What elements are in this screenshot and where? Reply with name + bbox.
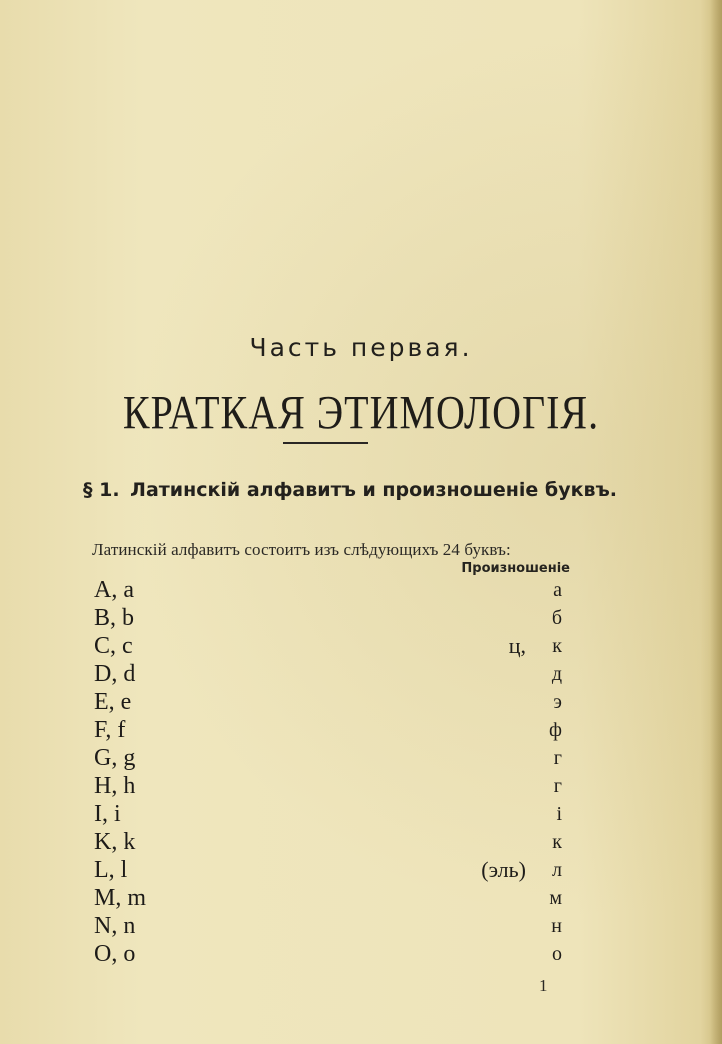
pronunciation: к [552,635,562,657]
alphabet-row [0,660,722,688]
alphabet-row [0,828,722,856]
alphabet-row [0,856,722,884]
pronunciation: г [553,747,562,769]
letter-pair: C, c [94,633,133,659]
pronunciation: м [549,887,562,909]
letter-pair: O, o [94,941,136,967]
letter-pair: B, b [94,605,135,631]
pronunciation: б [551,607,562,629]
alphabet-row [0,576,722,604]
part-title: Часть первая. [249,333,473,362]
pronunciation: г [553,775,562,797]
letter-pair: G, g [94,745,136,771]
letter-pair: A, a [94,577,134,603]
pronunciation: н [551,915,562,937]
pronunciation: л [552,859,562,881]
letter-pair: H, h [94,773,136,799]
letter-pair: F, f [94,717,126,743]
letter-pair: D, d [94,661,136,687]
letter-pair: N, n [94,913,136,939]
pronunciation: і [556,803,562,825]
letter-pair: M, m [94,885,147,911]
pronunciation: д [551,663,562,685]
section-title: Латинскій алфавитъ и произношеніе буквъ. [130,479,617,501]
letter-pair: E, e [94,689,132,715]
pronunciation-header: Произношеніе [461,561,570,576]
pronunciation: э [553,691,562,713]
alphabet-row [0,800,722,828]
pronunciation: ф [549,719,562,741]
pronunciation-variant: (эль) [481,857,526,882]
alphabet-row [0,772,722,800]
letter-pair: I, i [94,801,121,827]
alphabet-row [0,940,722,968]
cut-off-next-row: 1 [539,976,548,995]
pronunciation: к [552,831,562,853]
alphabet-row [0,688,722,716]
alphabet-row [0,716,722,744]
alphabet-row [0,604,722,632]
alphabet-row [0,912,722,940]
section-number: § 1. [82,479,120,501]
alphabet-row [0,884,722,912]
section-heading [80,478,620,503]
alphabet-row [0,744,722,772]
main-title: КРАТКАЯ ЭТИМОЛОГІЯ. [122,386,600,440]
letter-pair: L, l [94,857,128,883]
pronunciation: а [553,579,562,601]
letter-pair: K, k [94,829,136,855]
alphabet-row [0,632,722,660]
intro-text: Латинскій алфавитъ состоитъ изъ слѣдующихъ 24 буквъ: [92,540,511,559]
title-divider [283,442,368,444]
pronunciation: о [552,943,562,965]
pronunciation-variant: ц, [508,633,526,658]
